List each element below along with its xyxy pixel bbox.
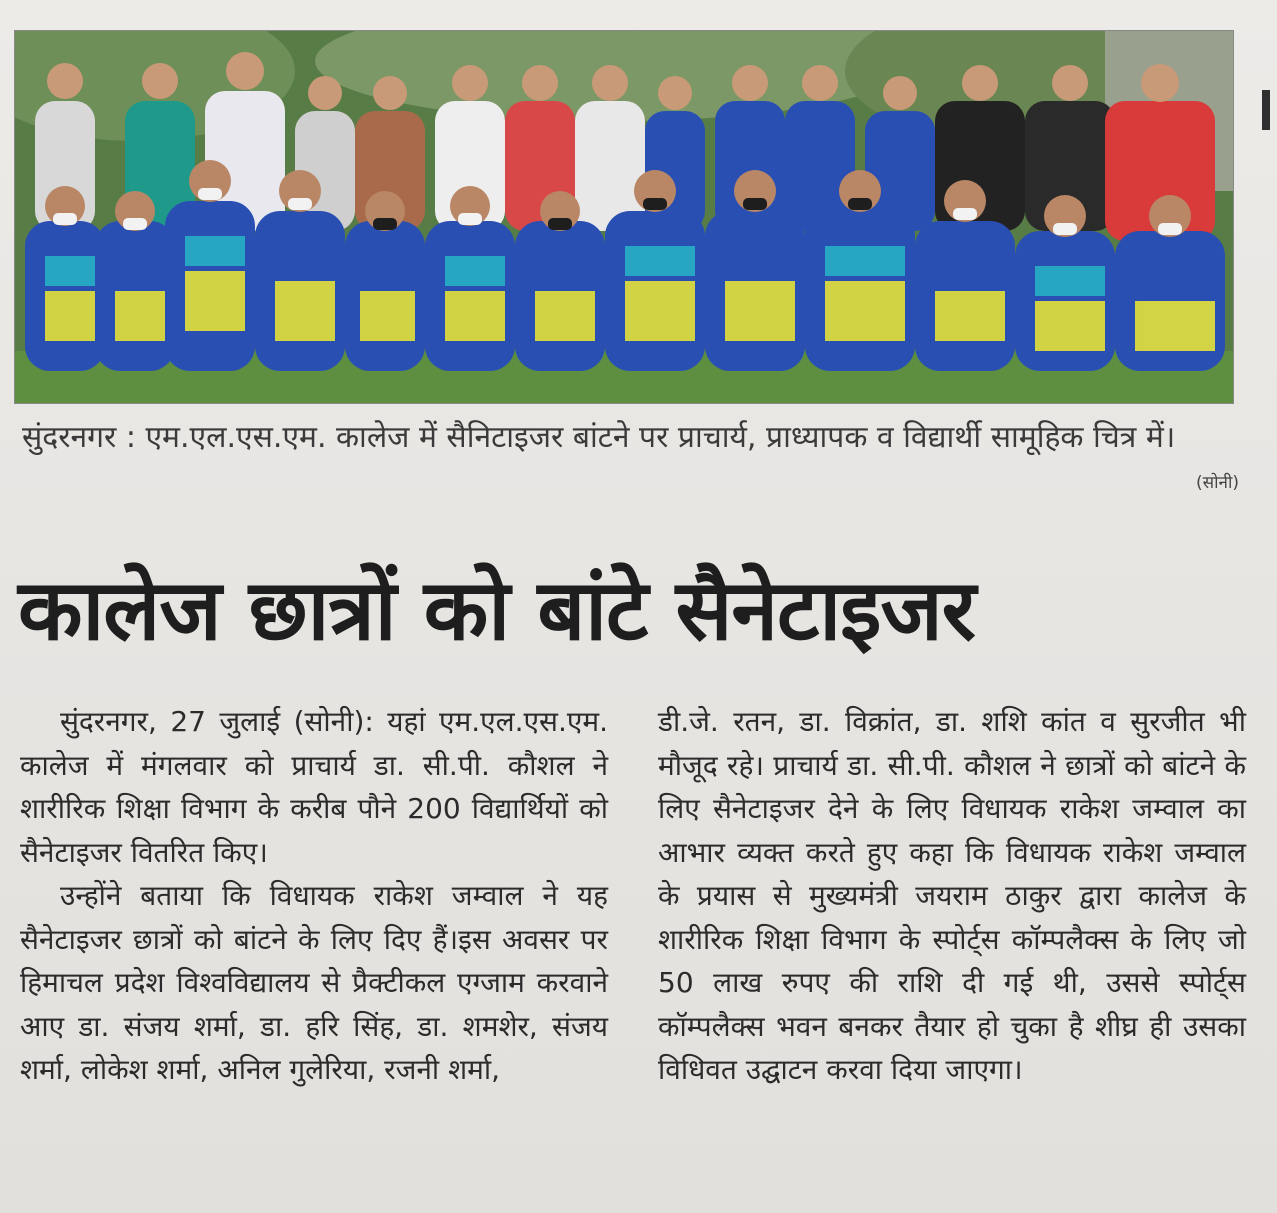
group-photo-icon [15, 31, 1233, 403]
article-column-right [658, 700, 1246, 1092]
photo-caption: सुंदरनगर : एम.एल.एस.एम. कालेज में सैनिटाइजर बांटने पर प्राचार्य, प्राध्यापक व विद्यार्थी सामूहिक चित्र में। [22, 420, 1176, 455]
article-paragraph: उन्होंने बताया कि विधायक राकेश जम्वाल ने यह सैनेटाइजर छात्रों को बांटने के लिए दिए हैं।इस अवसर पर हिमाचल प्रदेश विश्वविद्यालय से प्रैक्टीकल एग्जाम करवाने आए डा. संजय शर्मा, डा. हरि सिंह, डा. शमशेर, संजय शर्मा, लोकेश शर्मा, अनिल गुलेरिया, रजनी शर्मा, [20, 879, 608, 1086]
article-column-left [20, 700, 608, 1092]
group-photo [14, 30, 1234, 404]
article-paragraph: डी.जे. रतन, डा. विक्रांत, डा. शशि कांत व सुरजीत भी मौजूद रहे। प्राचार्य डा. सी.पी. कौशल ने छात्रों को बांटने के लिए सैनेटाइजर देने के लिए विधायक राकेश जम्वाल का आभार व्यक्त करते हुए कहा कि विधायक राकेश जम्वाल के प्रयास से मुख्यमंत्री जयराम ठाकुर द्वारा कालेज के शारीरिक शिक्षा विभाग के स्पोर्ट्स कॉम्पलैक्स के लिए जो 50 लाख रुपए की राशि दी गई थी, उससे स्पोर्ट्स कॉम्पलैक्स भवन बनकर तैयार हो चुका है शीघ्र ही उसका विधिवत उद्घाटन करवा दिया जाएगा। [658, 705, 1246, 1086]
photo-credit: (सोनी) [1196, 473, 1239, 493]
article-paragraph: सुंदरनगर, 27 जुलाई (सोनी): यहां एम.एल.एस.एम. कालेज में मंगलवार को प्राचार्य डा. सी.पी. कौशल ने शारीरिक शिक्षा विभाग के करीब पौने 200 विद्यार्थियों को सैनेटाइजर वितरित किए। [20, 705, 608, 869]
page-edge-mark [1262, 90, 1270, 130]
headline: कालेज छात्रों को बांटे सैनेटाइजर [18, 561, 976, 659]
